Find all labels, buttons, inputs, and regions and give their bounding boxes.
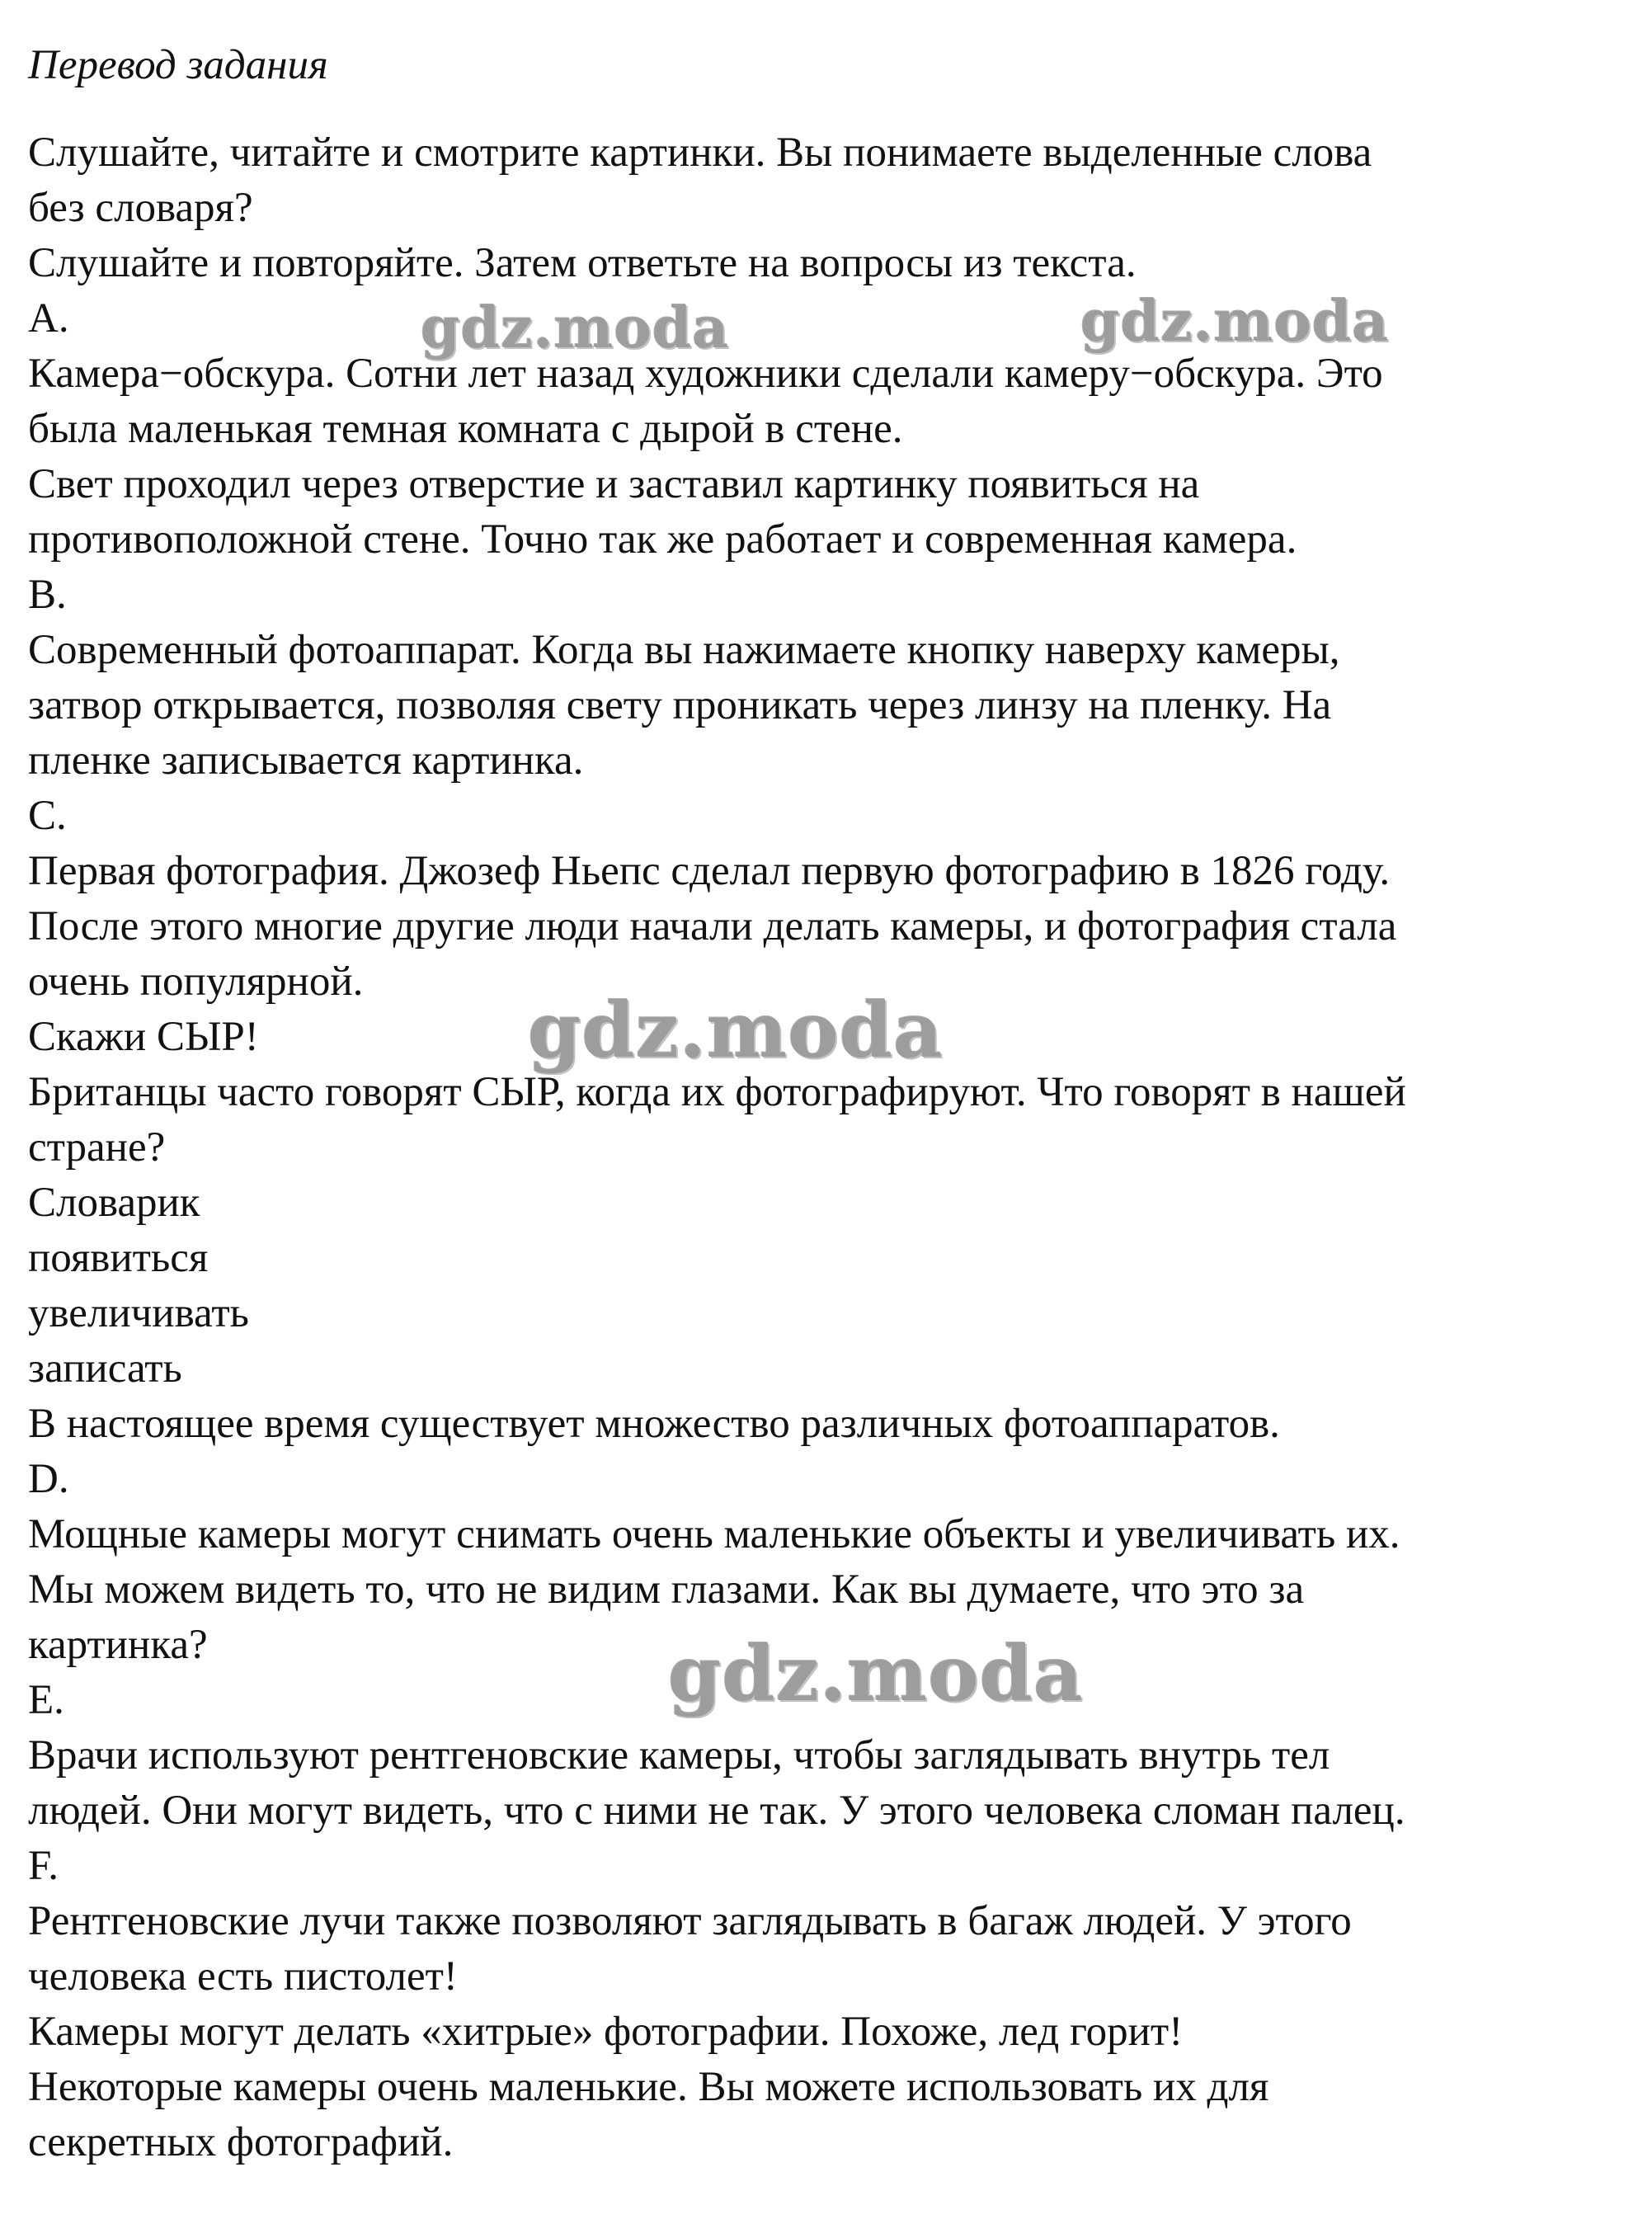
section-label-d: D. — [28, 1456, 69, 1502]
text-line: затвор открывается, позволяя свету проникать через линзу на пленку. На — [28, 682, 1332, 728]
section-label-c: C. — [28, 793, 67, 839]
text-line: Мы можем видеть то, что не видим глазами. Как вы думаете, что это за — [28, 1566, 1305, 1613]
text-line: Первая фотография. Джозеф Ньепс сделал первую фотографию в 1826 году. — [28, 848, 1391, 894]
glossary-word: записать — [28, 1345, 182, 1392]
text-line: Слушайте, читайте и смотрите картинки. Вы понимаете выделенные слова — [28, 130, 1372, 176]
glossary-word: увеличивать — [28, 1290, 249, 1336]
text-line: стране? — [28, 1124, 166, 1171]
text-line: человека есть пистолет! — [28, 1953, 458, 2000]
text-line: Мощные камеры могут снимать очень маленькие объекты и увеличивать их. — [28, 1511, 1400, 1557]
text-line: очень популярной. — [28, 959, 364, 1005]
text-line: Камера−обскура. Сотни лет назад художники сделали камеру−обскура. Это — [28, 351, 1383, 397]
text-line: без словаря? — [28, 185, 253, 231]
text-line: картинка? — [28, 1622, 208, 1668]
text-line: Современный фотоаппарат. Когда вы нажимаете кнопку наверху камеры, — [28, 627, 1340, 673]
text-line: Слушайте и повторяйте. Затем ответьте на вопросы из текста. — [28, 240, 1137, 286]
text-line: Камеры могут делать «хитрые» фотографии. Похоже, лед горит! — [28, 2009, 1184, 2055]
text-line: После этого многие другие люди начали делать камеры, и фотография стала — [28, 903, 1397, 949]
section-label-e: E. — [28, 1677, 64, 1723]
text-line: В настоящее время существует множество различных фотоаппаратов. — [28, 1401, 1280, 1447]
text-line: секретных фотографий. — [28, 2119, 454, 2165]
text-line: людей. Они могут видеть, что с ними не так. У этого человека сломан палец. — [28, 1788, 1405, 1834]
page-heading: Перевод задания — [28, 42, 328, 88]
text-line: Врачи используют рентгеновские камеры, чтобы заглядывать внутрь тел — [28, 1732, 1330, 1778]
watermark: gdz.moda — [421, 295, 730, 361]
glossary-title: Словарик — [28, 1180, 200, 1226]
section-label-b: B. — [28, 572, 67, 618]
text-line: была маленькая темная комната с дырой в стене. — [28, 406, 903, 452]
text-line: пленке записывается картинка. — [28, 737, 584, 784]
watermark: gdz.moda — [668, 1629, 1084, 1718]
glossary-word: появиться — [28, 1235, 209, 1281]
text-line: Британцы часто говорят СЫР, когда их фотографируют. Что говорят в нашей — [28, 1069, 1406, 1115]
text-line: Свет проходил через отверстие и заставил картинку появиться на — [28, 461, 1200, 507]
document-body — [28, 125, 1636, 2170]
watermark: gdz.moda — [1080, 289, 1390, 355]
section-label-a: A. — [28, 295, 69, 342]
text-line: противоположной стене. Точно так же работает и современная камера. — [28, 516, 1297, 563]
watermark: gdz.moda — [528, 986, 944, 1075]
text-line: Скажи СЫР! — [28, 1014, 259, 1060]
section-label-f: F. — [28, 1843, 59, 1889]
text-line: Некоторые камеры очень маленькие. Вы можете использовать их для — [28, 2064, 1269, 2110]
text-line: Рентгеновские лучи также позволяют заглядывать в багаж людей. У этого — [28, 1898, 1352, 1944]
